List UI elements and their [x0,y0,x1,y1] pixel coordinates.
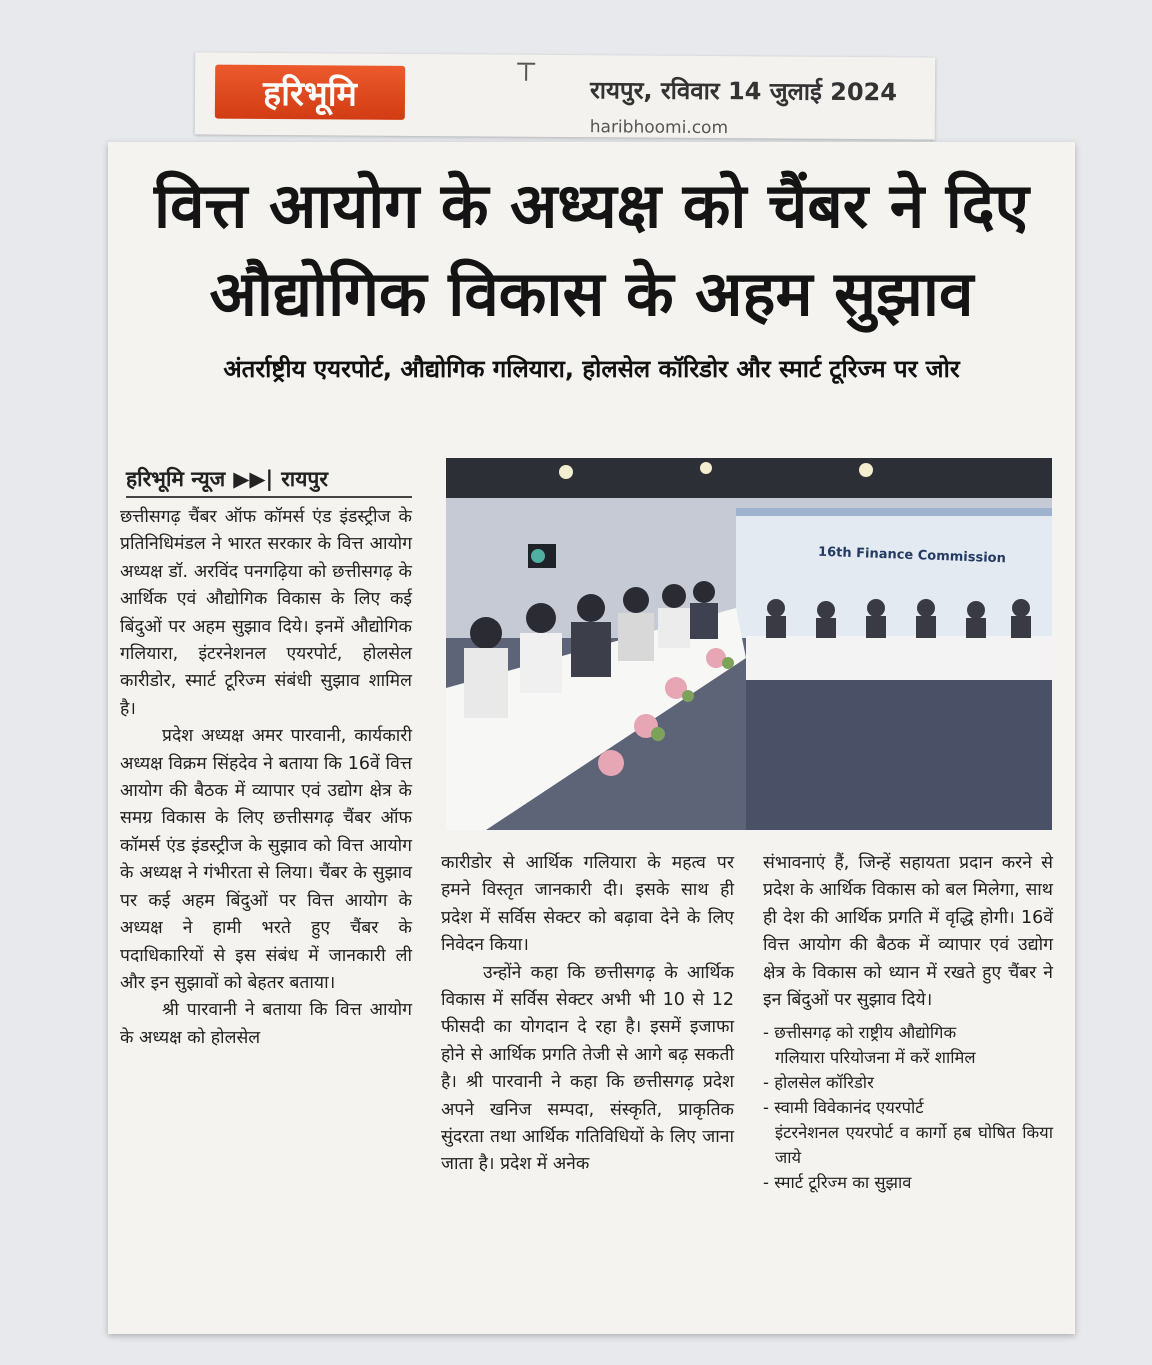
list-item-line: - स्वामी विवेकानंद एयरपोर्ट [763,1098,924,1118]
photo-banner-text: 16th Finance Commission [817,544,1007,567]
paragraph: श्री पारवानी ने बताया कि वित्त आयोग के अध्यक्ष को होलसेल [120,1000,412,1048]
suggestion-list [763,1020,1053,1195]
meeting-photo-illustration [446,458,1052,830]
headline-line-1: वित्त आयोग के अध्यक्ष को चैंबर ने दिए [154,169,1029,242]
newspaper-logo: हरिभूमि [215,65,405,120]
list-item-line: गलियारा परियोजना में करें शामिल [775,1048,976,1068]
list-item-line: - होलसेल कॉरिडोर [763,1073,874,1093]
list-item-line: - छत्तीसगढ़ को राष्ट्रीय औद्योगिक [763,1023,957,1043]
article-column-2 [441,850,734,1179]
meeting-photo [446,458,1052,830]
article-column-3 [763,850,1053,1195]
paragraph: छत्तीसगढ़ चैंबर ऑफ कॉमर्स एंड इंडस्ट्रीज के प्रतिनिधिमंडल ने भारत सरकार के वित्त आयोग अध्यक्ष डॉ. अरविंद पनगढ़िया को छत्तीसगढ़ के आर्थिक एवं औद्योगिक विकास के लिए कई बिंदुओं पर अहम सुझाव दिये। इनमें औद्योगिक गलियारा, इंटरनेशनल एयरपोर्ट, होलसेल कारीडोर, स्मार्ट टूरिज्म संबंधी सुझाव शामिल है। [120,507,412,719]
paragraph: प्रदेश अध्यक्ष अमर पारवानी, कार्यकारी अध्यक्ष विक्रम सिंहदेव ने बताया कि 16वें वित्त आयोग की बैठक में व्यापार एवं उद्योग क्षेत्र के समग्र विकास के लिए छत्तीसगढ़ चैंबर ऑफ कॉमर्स एंड इंडस्ट्रीज के सुझाव को वित्त आयोग के अध्यक्ष ने गंभीरता से लिया। चैंबर के सुझाव पर कई अहम बिंदुओं पर वित्त आयोग के अध्यक्ष ने हामी भरते हुए चैंबर के पदाधिकारियों से इस संबंध में जानकारी ली और इन सुझावों को बेहतर बताया। [120,726,412,993]
headline-line-2: औद्योगिक विकास के अहम सुझाव [209,257,974,330]
list-item [763,1095,1053,1170]
paragraph: कारीडोर से आर्थिक गलियारा के महत्व पर हमने विस्तृत जानकारी दी। इसके साथ ही प्रदेश में सर्विस सेक्टर को बढ़ावा देने के लिए निवेदन किया। [441,853,734,956]
newspaper-masthead [195,52,936,139]
list-item-line: इंटरनेशनल एयरपोर्ट व कार्गो हब घोषित किया जाये [775,1123,1053,1168]
byline [126,462,412,498]
paragraph: संभावनाएं हैं, जिन्हें सहायता प्रदान करने से प्रदेश के आर्थिक विकास को बल मिलेगा, साथ ही देश की आर्थिक प्रगति में वृद्धि होगी। 16वें वित्त आयोग की बैठक में व्यापार एवं उद्योग क्षेत्र के विकास को ध्यान में रखते हुए चैंबर ने इन बिंदुओं पर सुझाव दिये। [763,853,1053,1011]
list-item [763,1020,1053,1070]
list-item-line: - स्मार्ट टूरिज्म का सुझाव [763,1173,912,1193]
byline-source: हरिभूमि न्यूज [126,467,226,491]
list-item [763,1170,1053,1195]
subheadline: अंतर्राष्ट्रीय एयरपोर्ट, औद्योगिक गलियारा, होलसेल कॉरिडोर और स्मार्ट टूरिज्म पर जोर [223,355,960,383]
article-column-1 [120,504,412,1052]
dateline: रायपुर, रविवार 14 जुलाई 2024 [589,76,898,107]
list-item [763,1070,1053,1095]
website-url: haribhoomi.com [589,117,729,139]
byline-arrows: ▶▶| [233,467,274,491]
paragraph: उन्होंने कहा कि छत्तीसगढ़ के आर्थिक विकास में सर्विस सेक्टर अभी भी 10 से 12 फीसदी का योगदान दे रहा है। इसमें इजाफा होने से आर्थिक प्रगति तेजी से आगे बढ़ सकती है। श्री पारवानी ने कहा कि छत्तीसगढ़ प्रदेश अपने खनिज सम्पदा, संस्कृति, प्राकृतिक सुंदरता तथा आर्थिक गतिविधियों के लिए जाना जाता है। प्रदेश में अनेक [441,962,734,1175]
byline-place: रायपुर [281,467,328,491]
crop-mark [517,63,535,83]
news-clipping [108,142,1075,1334]
